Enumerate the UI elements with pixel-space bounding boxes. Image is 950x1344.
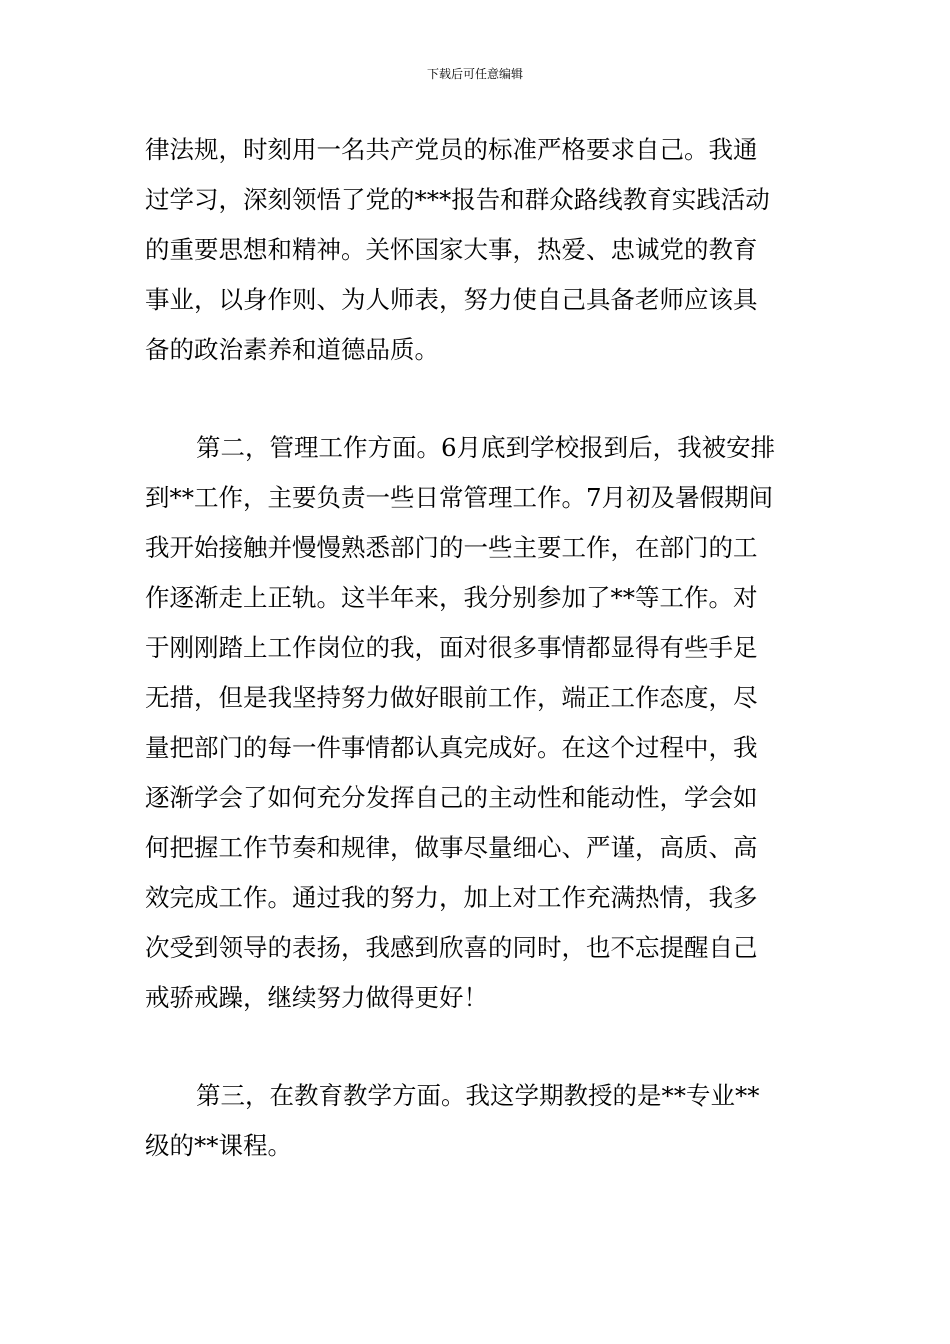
text-line: 于刚刚踏上工作岗位的我，面对很多事情都显得有些手足: [145, 633, 758, 662]
text-line: 逐渐学会了如何充分发挥自己的主动性和能动性，学会如: [145, 783, 758, 812]
page-header: 下载后可任意编辑: [426, 67, 523, 81]
text-line: 过学习，深刻领悟了党的***报告和群众路线教育实践活动: [145, 185, 770, 214]
text-line: 级的**课程。: [145, 1131, 292, 1160]
text-line: 到**工作，主要负责一些日常管理工作。7月初及暑假期间: [145, 483, 774, 512]
text-line: 第二，管理工作方面。6月底到学校报到后，我被安排: [196, 433, 776, 462]
text-line: 律法规，时刻用一名共产党员的标准严格要求自己。我通: [145, 135, 758, 164]
text-line: 无措，但是我坚持努力做好眼前工作，端正工作态度，尽: [145, 683, 758, 712]
text-line: 事业，以身作则、为人师表，努力使自己具备老师应该具: [145, 285, 758, 314]
text-line: 作逐渐走上正轨。这半年来，我分别参加了**等工作。对: [145, 583, 758, 612]
text-line: 何把握工作节奏和规律，做事尽量细心、严谨，高质、高: [145, 833, 758, 862]
text-line: 备的政治素养和道德品质。: [145, 335, 439, 364]
text-line: 次受到领导的表扬，我感到欣喜的同时，也不忘提醒自己: [145, 933, 758, 962]
text-line: 效完成工作。通过我的努力，加上对工作充满热情，我多: [145, 883, 758, 912]
text-line: 第三，在教育教学方面。我这学期教授的是**专业**: [196, 1081, 760, 1110]
text-line: 的重要思想和精神。关怀国家大事，热爱、忠诚党的教育: [145, 235, 758, 264]
text-line: 戒骄戒躁，继续努力做得更好！: [145, 983, 488, 1012]
text-line: 量把部门的每一件事情都认真完成好。在这个过程中，我: [145, 733, 758, 762]
text-line: 我开始接触并慢慢熟悉部门的一些主要工作，在部门的工: [145, 533, 758, 562]
